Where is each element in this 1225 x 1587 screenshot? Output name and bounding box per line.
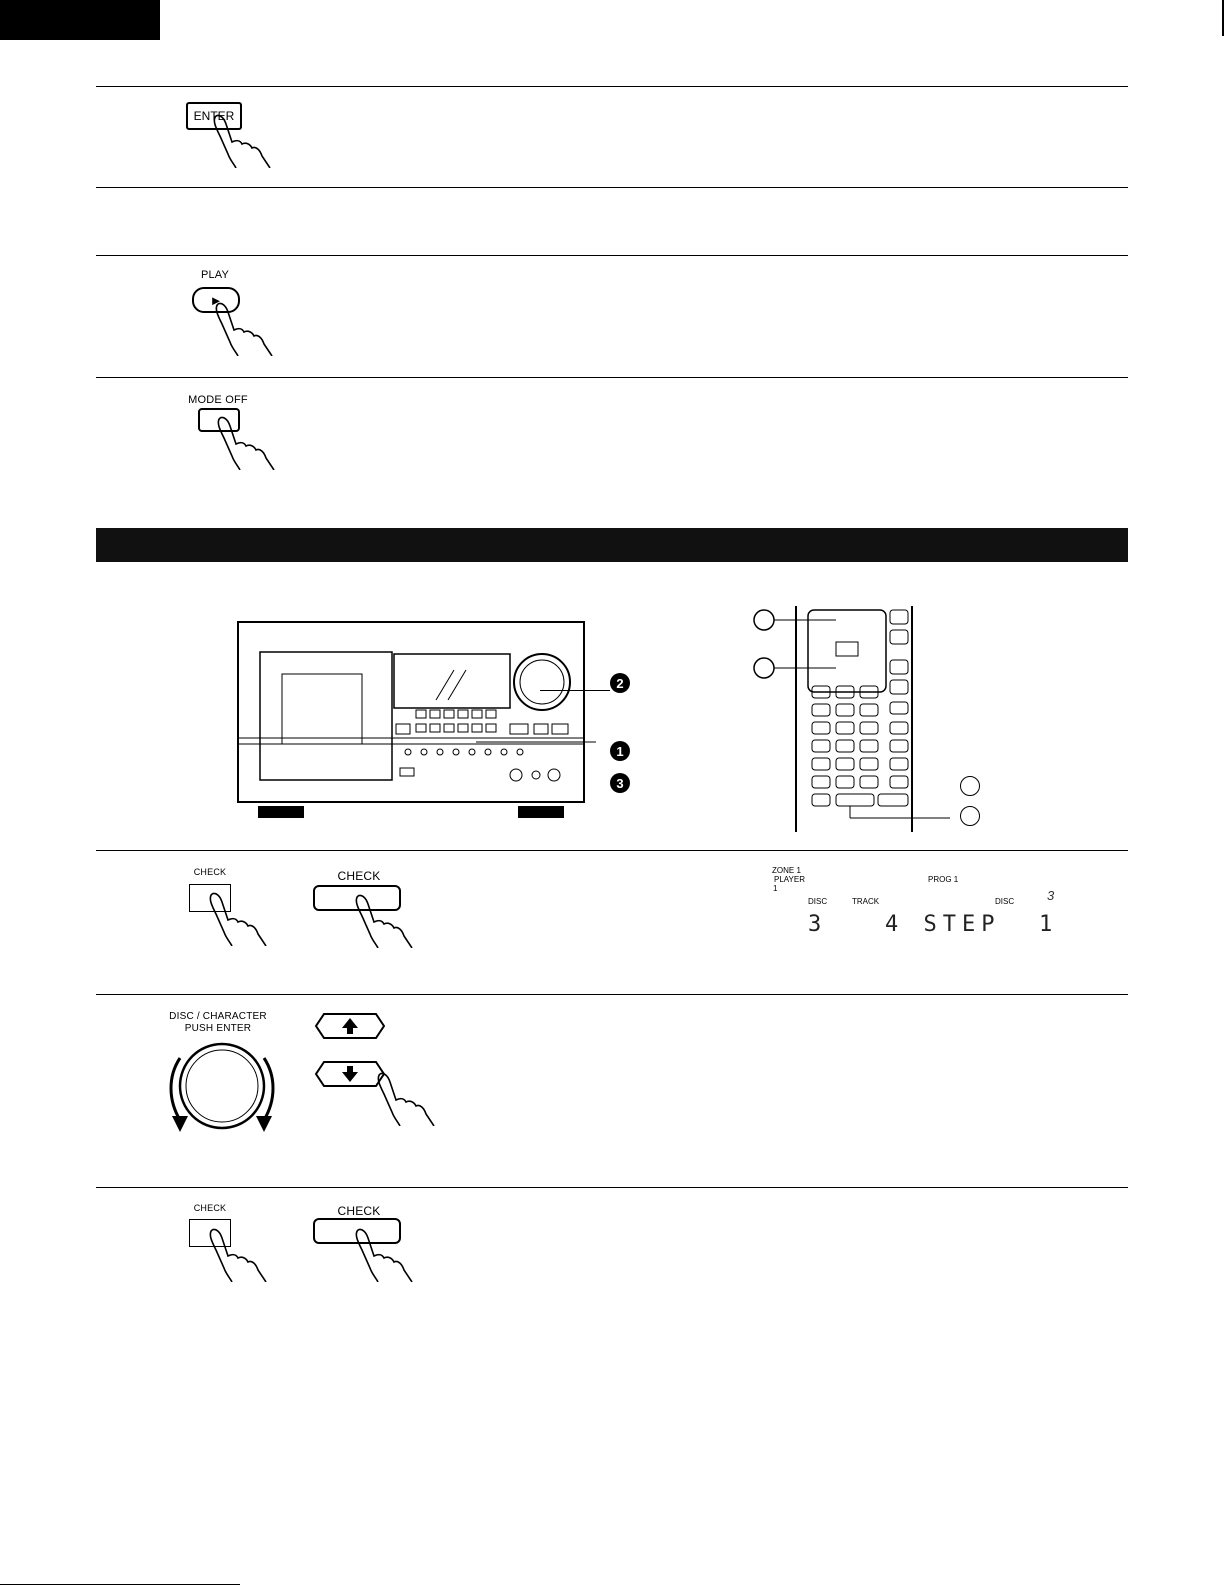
remote-control-illustration (736, 606, 976, 832)
pointing-hand-icon (206, 890, 268, 946)
check-small-label-2: CHECK (193, 1203, 227, 1213)
cd-changer-illustration (236, 620, 596, 840)
section-header-bar (96, 528, 1128, 562)
divider (96, 850, 1128, 851)
callout-1: 1 (610, 741, 630, 761)
divider (96, 1187, 1128, 1188)
callout-3: 3 (610, 773, 630, 793)
pointing-hand-icon (212, 300, 274, 356)
jog-dial-icon (158, 1036, 288, 1136)
corner-mark (1222, 0, 1224, 36)
divider (96, 994, 1128, 995)
enter-label: ENTER (193, 109, 235, 123)
divider (96, 187, 1128, 188)
page-tab (0, 0, 160, 40)
pointing-hand-icon (374, 1070, 436, 1126)
check-large-label-2: CHECK (337, 1204, 381, 1218)
zone-indicator: ZONE 1 (772, 866, 801, 875)
bottom-rule (0, 1584, 240, 1585)
disc-character-label: DISC / CHARACTER (169, 1011, 267, 1022)
player-number: 1 (773, 884, 778, 893)
pointing-hand-icon (352, 1226, 414, 1282)
pointing-hand-icon (352, 892, 414, 948)
track-label: TRACK (852, 897, 880, 906)
remote-callout-3 (960, 776, 980, 796)
small-disc-digit: 3 (1047, 888, 1055, 903)
display-readout: 3 4 STEP 1 (808, 912, 1059, 937)
disc-label-2: DISC (995, 897, 1015, 906)
divider (96, 86, 1128, 87)
disc-label: DISC (808, 897, 828, 906)
player-indicator: PLAYER (774, 875, 805, 884)
callout-2: 2 (610, 673, 630, 693)
check-large-label: CHECK (337, 869, 381, 883)
pointing-hand-icon (214, 414, 276, 470)
remote-callout-1 (960, 806, 980, 826)
divider (96, 255, 1128, 256)
divider (96, 377, 1128, 378)
mode-off-label: MODE OFF (188, 394, 248, 406)
play-icon: ► (209, 292, 223, 308)
pointing-hand-icon (206, 1226, 268, 1282)
callout-leader (540, 690, 610, 691)
up-arrow-button (314, 1012, 386, 1040)
push-enter-label: PUSH ENTER (184, 1023, 252, 1034)
prog-indicator: PROG 1 (928, 875, 959, 884)
pointing-hand-icon (210, 112, 276, 168)
play-label: PLAY (200, 269, 230, 281)
check-small-label: CHECK (193, 867, 227, 877)
